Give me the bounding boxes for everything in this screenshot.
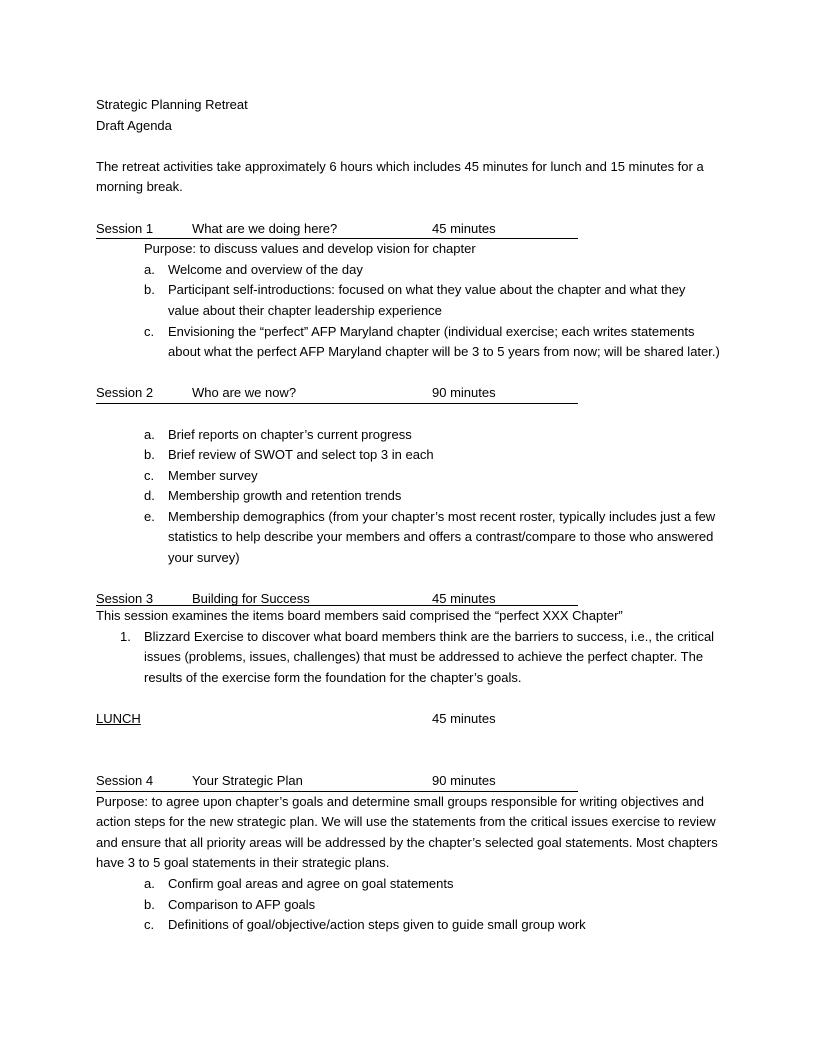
list-item (96, 895, 720, 916)
session-2-duration: 90 minutes (432, 385, 496, 401)
list-item (96, 445, 720, 466)
list-marker: c. (144, 323, 155, 339)
document-content (96, 95, 720, 936)
list-item-text: Membership growth and retention trends (168, 488, 402, 504)
lunch-label: LUNCH (96, 711, 141, 727)
lunch-duration: 45 minutes (432, 711, 496, 727)
session-3-header (96, 589, 578, 606)
list-item (96, 486, 720, 507)
list-marker: c. (144, 917, 155, 933)
session-1-number: Session 1 (96, 220, 154, 236)
session-2-header (96, 383, 578, 404)
list-marker: a. (144, 875, 155, 891)
intro-paragraph: The retreat activities take approximately 6 hours which includes 45 minutes for lunch and 15 minutes for a morning break. (96, 158, 704, 195)
session-3-description: This session examines the items board members said comprised the “perfect XXX Chapter” (96, 608, 623, 624)
list-item (96, 425, 720, 446)
list-marker: a. (144, 261, 155, 277)
list-item (96, 874, 720, 895)
list-item (96, 322, 720, 363)
session-1-title: What are we doing here? (192, 220, 338, 236)
list-item (96, 627, 720, 689)
list-marker: b. (144, 447, 155, 463)
session-4-title: Your Strategic Plan (192, 773, 303, 788)
session-2-list (96, 425, 720, 569)
session-4-purpose: Purpose: to agree upon chapter’s goals and determine small groups responsible for writing objectives and action steps for the new strategic plan. We will use the statements from the critical issues exercise to review and ensure that all priority areas will be addressed by the chapter’s selected goal statements. Most chapters have 3 to 5 goal statements in their strategic plans. (96, 793, 718, 871)
list-item-text: Welcome and overview of the day (168, 261, 363, 277)
session-2-title: Who are we now? (192, 385, 297, 401)
session-3-duration: 45 minutes (432, 591, 496, 607)
session-4-number: Session 4 (96, 773, 154, 788)
session-4-duration: 90 minutes (432, 773, 496, 788)
list-item-text: Brief reports on chapter’s current progress (168, 426, 412, 442)
list-marker: e. (144, 508, 155, 524)
list-item-text: Blizzard Exercise to discover what board members think are the barriers to success, i.e., the critical issues (problems, issues, challenges) that must be addressed to achieve the perfect chapter. The results of the exercise form the foundation for the chapter’s goals. (144, 628, 715, 686)
session-3-number: Session 3 (96, 591, 154, 607)
list-marker: b. (144, 282, 155, 298)
session-1-list (96, 260, 720, 363)
session-1-duration: 45 minutes (432, 220, 496, 236)
session-4-list (96, 874, 720, 936)
list-marker: a. (144, 426, 155, 442)
session-1-purpose: Purpose: to discuss values and develop vision for chapter (144, 241, 476, 257)
document-subtitle: Draft Agenda (96, 117, 172, 133)
document-title: Strategic Planning Retreat (96, 97, 248, 112)
session-3-title: Building for Success (192, 591, 310, 607)
list-item (96, 915, 720, 936)
list-item-text: Envisioning the “perfect” AFP Maryland chapter (individual exercise; each writes statements about what the perfect AFP Maryland chapter will be 3 to 5 years from now; will be shared later.) (168, 323, 720, 360)
list-item-text: Definitions of goal/objective/action steps given to guide small group work (168, 917, 586, 933)
list-item-text: Confirm goal areas and agree on goal statements (168, 875, 454, 891)
list-item-text: Member survey (168, 467, 258, 483)
session-2-number: Session 2 (96, 385, 154, 401)
list-marker: c. (144, 467, 155, 483)
list-item-text: Brief review of SWOT and select top 3 in each (168, 447, 434, 463)
session-4-header (96, 771, 578, 792)
list-item-text: Comparison to AFP goals (168, 896, 316, 912)
list-marker: d. (144, 488, 155, 504)
list-item-text: Membership demographics (from your chapter’s most recent roster, typically includes just a few statistics to help describe your members and offers a contrast/compare to those who answered your survey) (168, 508, 716, 566)
list-item (96, 507, 720, 569)
session-1-header (96, 219, 578, 240)
list-marker: 1. (120, 628, 131, 644)
list-item-text: Participant self-introductions: focused on what they value about the chapter and what they value about their chapter leadership experience (168, 282, 686, 318)
session-3-list (96, 627, 720, 689)
list-marker: b. (144, 896, 155, 912)
list-item (96, 260, 720, 281)
lunch-row (96, 709, 720, 730)
list-item (96, 466, 720, 487)
list-item (96, 280, 720, 321)
